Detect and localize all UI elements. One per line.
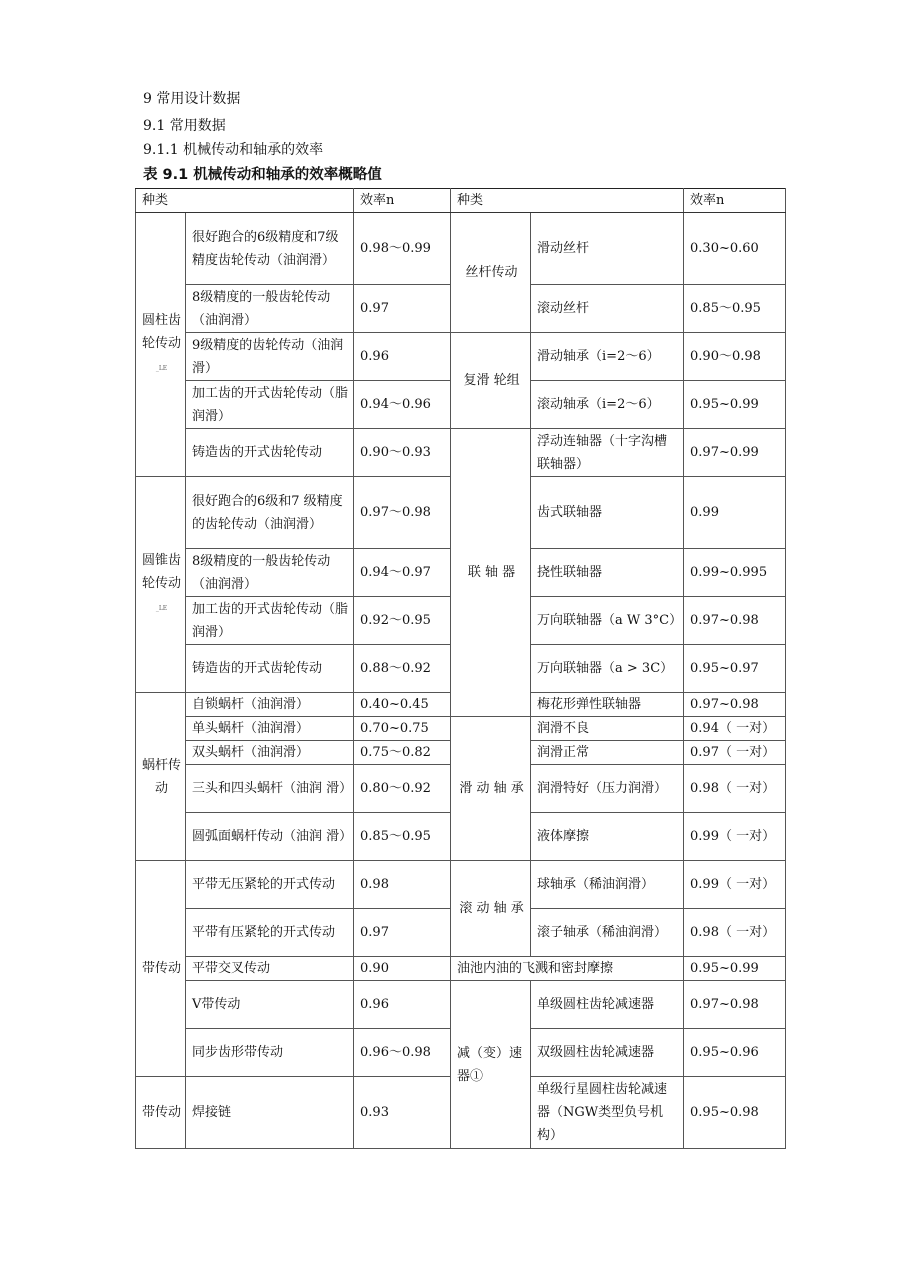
cell-desc: V带传动 xyxy=(186,981,354,1029)
cell-eff: 0.30~0.60 xyxy=(684,213,786,285)
cell-desc: 8级精度的一般齿轮传动（油润滑） xyxy=(186,285,354,333)
cell-eff: 0.97~0.98 xyxy=(684,693,786,717)
subsection-heading: 9.1 常用数据 xyxy=(143,118,226,134)
cell-desc: 双级圆柱齿轮减速器 xyxy=(531,1029,684,1077)
cell-eff: 0.99（ 一对） xyxy=(684,813,786,861)
group-bevel-gear: 圆锥齿轮传动_LE xyxy=(136,477,186,693)
cell-eff: 0.90〜0.98 xyxy=(684,333,786,381)
cell-desc: 浮动连轴器（十字沟槽联轴器） xyxy=(531,429,684,477)
table-row xyxy=(136,213,786,285)
cell-eff: 0.95~0.98 xyxy=(684,1077,786,1149)
cell-desc: 齿式联轴器 xyxy=(531,477,684,549)
cell-desc: 双头蜗杆（油润滑） xyxy=(186,741,354,765)
mark-text: _LE xyxy=(155,605,168,612)
cell-desc: 铸造齿的开式齿轮传动 xyxy=(186,645,354,693)
cell-eff: 0.80〜0.92 xyxy=(354,765,451,813)
header-kind: 种类 xyxy=(136,189,354,213)
cell-desc: 挠性联轴器 xyxy=(531,549,684,597)
cell-eff: 0.85〜0.95 xyxy=(684,285,786,333)
group-reducer: 减（变）速器① xyxy=(451,981,531,1149)
cell-eff: 0.70~0.75 xyxy=(354,717,451,741)
mark-text: _LE xyxy=(155,365,168,372)
cell-desc: 很好跑合的6级精度和7级精度齿轮传动（油润滑） xyxy=(186,213,354,285)
cell-eff: 0.96〜0.98 xyxy=(354,1029,451,1077)
group-rolling-bearing: 滚 动 轴 承 xyxy=(451,861,531,957)
cell-eff: 0.75〜0.82 xyxy=(354,741,451,765)
cell-desc: 球轴承（稀油润滑） xyxy=(531,861,684,909)
cell-eff: 0.95~0.96 xyxy=(684,1029,786,1077)
table-row xyxy=(136,957,786,981)
cell-desc: 润滑不良 xyxy=(531,717,684,741)
cell-desc: 万向联轴器（a > 3C） xyxy=(531,645,684,693)
cell-eff: 0.90〜0.93 xyxy=(354,429,451,477)
table-row xyxy=(136,717,786,741)
table-row xyxy=(136,333,786,381)
cell-eff: 0.97~0.99 xyxy=(684,429,786,477)
cell-desc: 液体摩擦 xyxy=(531,813,684,861)
cell-desc: 梅花形弹性联轴器 xyxy=(531,693,684,717)
cell-eff: 0.99 xyxy=(684,477,786,549)
cell-desc: 单头蜗杆（油润滑） xyxy=(186,717,354,741)
table-caption: 表 9.1 机械传动和轴承的效率概略值 xyxy=(143,167,382,183)
cell-eff: 0.95~0.99 xyxy=(684,957,786,981)
cell-desc: 加工齿的开式齿轮传动（脂润滑） xyxy=(186,597,354,645)
cell-eff: 0.94〜0.97 xyxy=(354,549,451,597)
cell-oil-splash: 油池内油的飞溅和密封摩擦 xyxy=(451,957,684,981)
cell-desc: 8级精度的一般齿轮传动（油润滑） xyxy=(186,549,354,597)
cell-desc: 单级圆柱齿轮减速器 xyxy=(531,981,684,1029)
cell-desc: 焊接链 xyxy=(186,1077,354,1149)
cell-eff: 0.96 xyxy=(354,981,451,1029)
cell-desc: 润滑正常 xyxy=(531,741,684,765)
cell-eff: 0.97~0.98 xyxy=(684,981,786,1029)
cell-eff: 0.95~0.97 xyxy=(684,645,786,693)
header-efficiency-right: 效率n xyxy=(684,189,786,213)
table-header-row xyxy=(136,189,786,213)
cell-desc: 三头和四头蜗杆（油润 滑） xyxy=(186,765,354,813)
cell-desc: 自锁蜗杆（油润滑） xyxy=(186,693,354,717)
cell-desc: 滚动丝杆 xyxy=(531,285,684,333)
group-belt: 带传动 xyxy=(136,861,186,1077)
group-worm: 蜗杆传动 xyxy=(136,693,186,861)
cell-desc: 润滑特好（压力润滑） xyxy=(531,765,684,813)
cell-desc: 加工齿的开式齿轮传动（脂润滑） xyxy=(186,381,354,429)
cell-desc: 平带无压紧轮的开式传动 xyxy=(186,861,354,909)
cell-eff: 0.94〜0.96 xyxy=(354,381,451,429)
cell-eff: 0.97〜0.98 xyxy=(354,477,451,549)
cell-eff: 0.98（ 一对） xyxy=(684,909,786,957)
header-efficiency: 效率n xyxy=(354,189,451,213)
cell-desc: 万向联轴器（a W 3°C） xyxy=(531,597,684,645)
cell-desc: 滚动轴承（i=2〜6） xyxy=(531,381,684,429)
cell-eff: 0.99~0.995 xyxy=(684,549,786,597)
group-chain: 带传动 xyxy=(136,1077,186,1149)
cell-eff: 0.94（ 一对） xyxy=(684,717,786,741)
cell-eff: 0.97 xyxy=(354,285,451,333)
cell-eff: 0.98 xyxy=(354,861,451,909)
cell-desc: 平带交叉传动 xyxy=(186,957,354,981)
cell-desc: 单级行星圆柱齿轮减速器（NGW类型负号机构） xyxy=(531,1077,684,1149)
table-row xyxy=(136,429,786,477)
cell-desc: 平带有压紧轮的开式传动 xyxy=(186,909,354,957)
table-row xyxy=(136,861,786,909)
cell-desc: 铸造齿的开式齿轮传动 xyxy=(186,429,354,477)
cell-desc: 圆弧面蜗杆传动（油润 滑） xyxy=(186,813,354,861)
group-sliding-bearing: 滑 动 轴 承 xyxy=(451,717,531,861)
header-kind-right: 种类 xyxy=(451,189,684,213)
group-cylindrical-gear: 圆柱齿轮传动_LE xyxy=(136,213,186,477)
cell-eff: 0.88〜0.92 xyxy=(354,645,451,693)
table-row xyxy=(136,981,786,1029)
cell-desc: 滑动轴承（i=2〜6） xyxy=(531,333,684,381)
cell-eff: 0.98（ 一对） xyxy=(684,765,786,813)
cell-eff: 0.40~0.45 xyxy=(354,693,451,717)
subsubsection-heading: 9.1.1 机械传动和轴承的效率 xyxy=(143,142,324,158)
cell-desc: 滚子轴承（稀油润滑） xyxy=(531,909,684,957)
cell-desc: 很好跑合的6级和7 级精度的齿轮传动（油润滑） xyxy=(186,477,354,549)
cell-eff: 0.90 xyxy=(354,957,451,981)
cell-eff: 0.92〜0.95 xyxy=(354,597,451,645)
group-coupling: 联 轴 器 xyxy=(451,429,531,717)
group-pulley: 复滑 轮组 xyxy=(451,333,531,429)
cell-eff: 0.97（ 一对） xyxy=(684,741,786,765)
cell-eff: 0.99（ 一对） xyxy=(684,861,786,909)
efficiency-table xyxy=(135,188,786,1149)
cell-eff: 0.95~0.99 xyxy=(684,381,786,429)
cell-eff: 0.93 xyxy=(354,1077,451,1149)
cell-eff: 0.96 xyxy=(354,333,451,381)
section-heading: 9 常用设计数据 xyxy=(143,91,241,107)
cell-eff: 0.97 xyxy=(354,909,451,957)
cell-desc: 同步齿形带传动 xyxy=(186,1029,354,1077)
cell-eff: 0.97~0.98 xyxy=(684,597,786,645)
cell-eff: 0.85〜0.95 xyxy=(354,813,451,861)
cell-desc: 9级精度的齿轮传动（油润滑） xyxy=(186,333,354,381)
group-screw: 丝杆传动 xyxy=(451,213,531,333)
cell-eff: 0.98〜0.99 xyxy=(354,213,451,285)
cell-desc: 滑动丝杆 xyxy=(531,213,684,285)
